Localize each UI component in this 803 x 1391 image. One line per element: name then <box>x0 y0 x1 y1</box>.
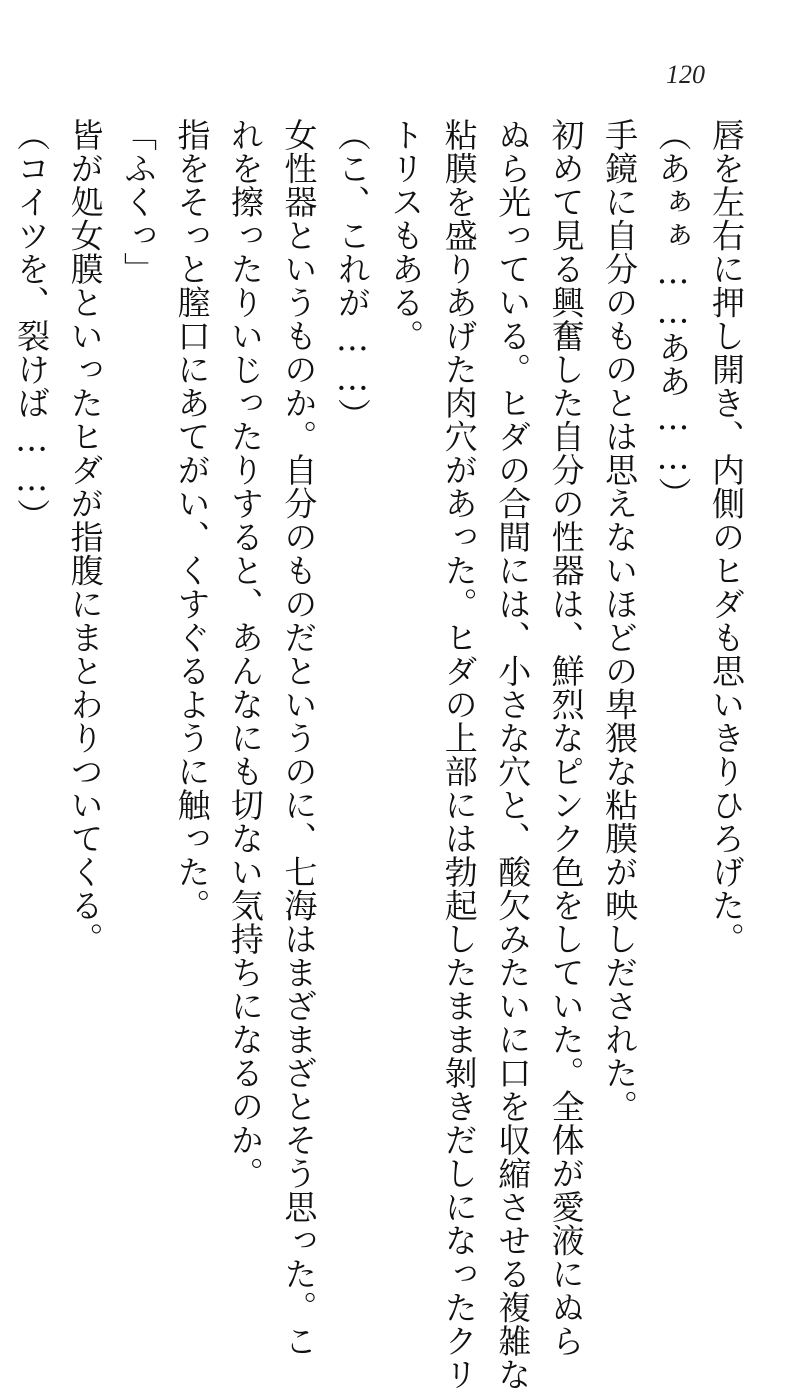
text-line <box>0 118 5 1128</box>
body-text <box>0 118 753 1391</box>
text-line: トリスもある。 <box>386 118 426 353</box>
page-number: 120 <box>666 60 705 89</box>
text-line: 唇を左右に押し開き、内側のヒダも思いきりひろげた。 <box>707 118 746 956</box>
text-line: 指をそっと膣口にあてがい、くすぐるように触った。 <box>172 118 212 922</box>
text-line: （コイツを、裂けば……） <box>12 118 52 532</box>
text-line: （こ、これが……） <box>332 118 372 432</box>
text-line: れを擦ったりいじったりすると、あんなにも切ない気持ちになるのか。 <box>225 118 265 1190</box>
text-line: 皆が処女膜といったヒダが指腹にまとわりついてくる。 <box>65 118 105 956</box>
text-line: 女性器というものか。自分のものだというのに、七海はまざまざとそう思った。こ <box>279 118 319 1358</box>
text-line: （あぁぁ……ああ……） <box>653 118 693 511</box>
text-line: 初めて見る興奮した自分の性器は、鮮烈なピンク色をしていた。全体が愛液にぬら <box>546 118 586 1358</box>
text-line: ぬら光っている。ヒダの合間には、小さな穴と、酸欠みたいに口を収縮させる複雑な <box>493 118 533 1391</box>
text-line: 粘膜を盛りあげた肉穴があった。ヒダの上部には勃起したまま剝きだしになったクリ <box>439 118 479 1391</box>
text-line: 「ふくっ」 <box>119 118 159 286</box>
text-line: 手鏡に自分のものとは思えないほどの卑猥な粘膜が映しだされた。 <box>600 118 640 1123</box>
